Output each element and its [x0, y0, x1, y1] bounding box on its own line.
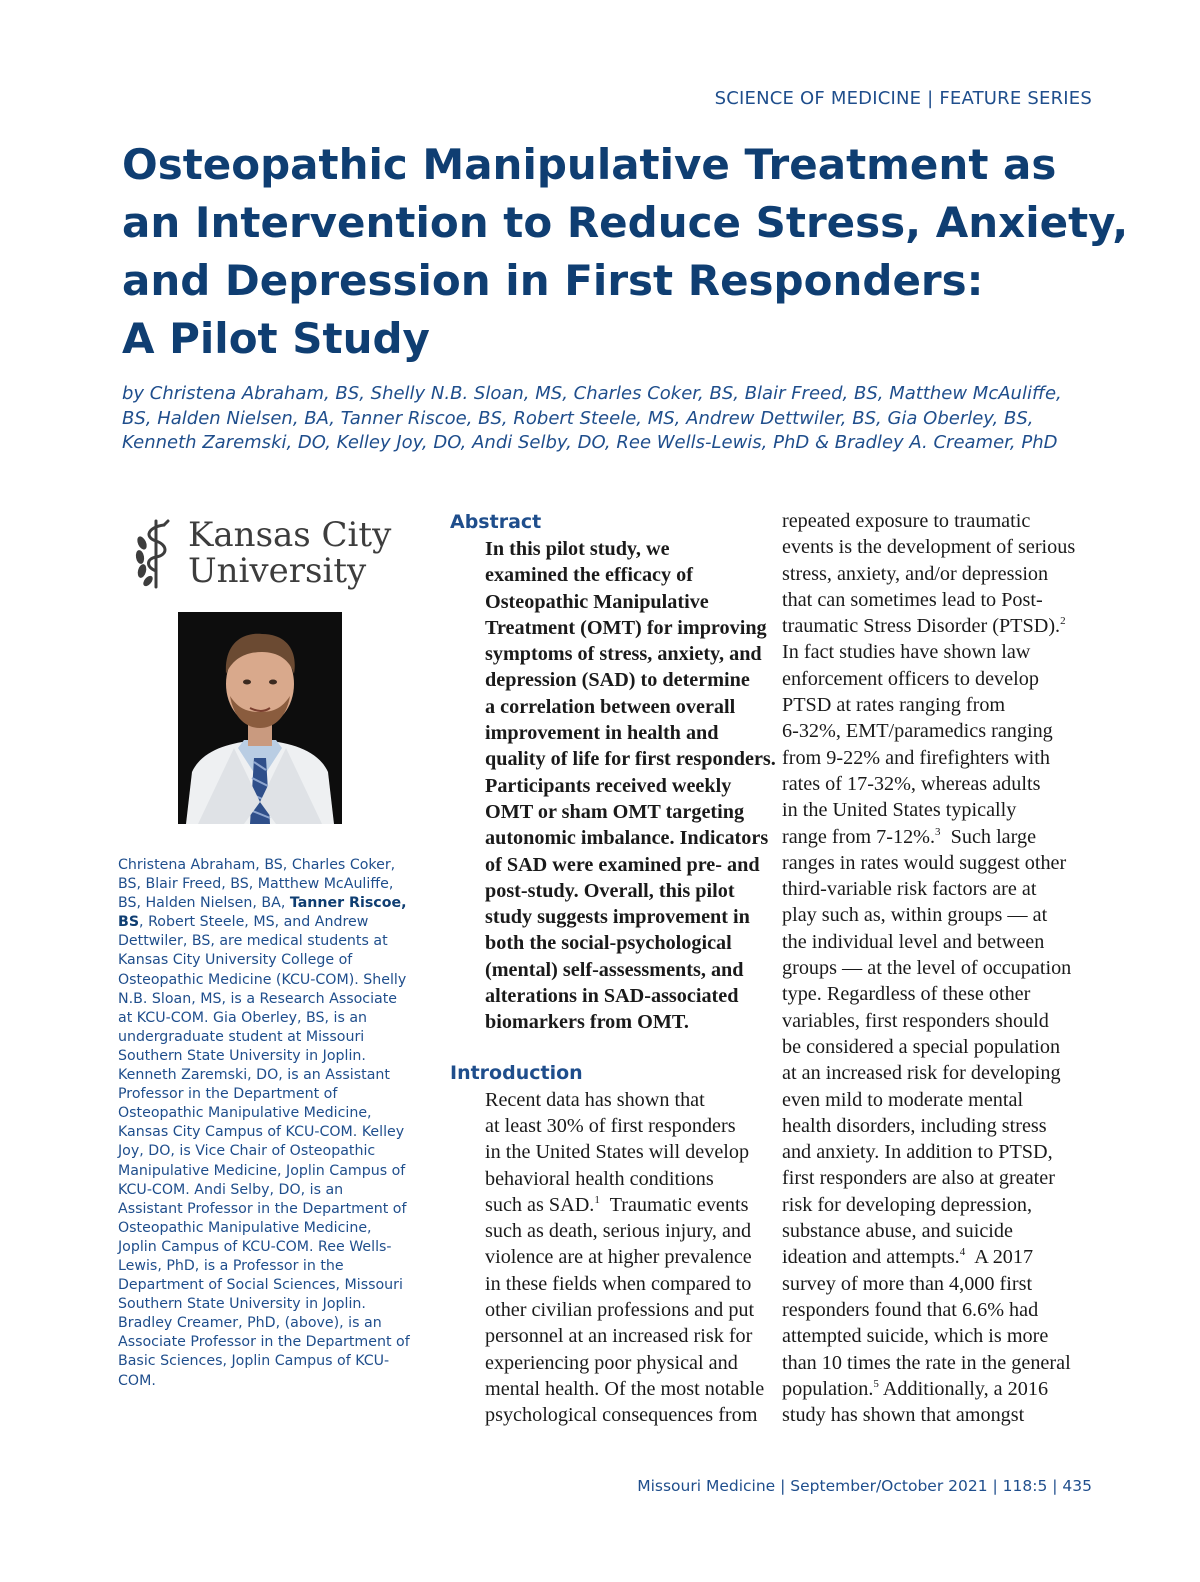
page-footer: Missouri Medicine | September/October 2021 | 118:5 | 435: [637, 1477, 1092, 1495]
text-line: (mental) self-assessments, and: [485, 958, 744, 981]
text-line: Participants received weekly: [485, 774, 732, 797]
text-line: and anxiety. In addition to PTSD,: [782, 1141, 1053, 1164]
text-line: attempted suicide, which is more: [782, 1325, 1049, 1348]
text-line: [782, 1244, 1088, 1270]
text-line: improvement in health and: [485, 722, 719, 745]
author-byline: by Christena Abraham, BS, Shelly N.B. Sloan, MS, Charles Coker, BS, Blair Freed, BS, Matthew McAuliffe, BS, Halden Nielsen, BA, Tanner Riscoe, BS, Robert Steele, MS, Andrew Dettwiler, BS, Gia Oberley, BS, Kenneth Zaremski, DO, Kelley Joy, DO, Andi Selby, DO, Ree Wells-Lewis, PhD & Bradley A. Creamer, PhD: [122, 383, 1062, 453]
text-line: depression (SAD) to determine: [485, 669, 750, 692]
bio-text: , Robert Steele, MS, and Andrew Dettwiler, BS, are medical students at Kansas City University College of Osteopathic Medicine (KCU-COM). Shelly N.B. Sloan, MS, is a Research Associate at KCU-COM. Gia Oberley, BS, is an undergraduate student at Missouri Southern State University in Joplin. Kenneth Zaremski, DO, is an Assistant Professor in the Department of Osteopathic Manipulative Medicine, Kansas City Campus of KCU-COM. Kelley Joy, DO, is Vice Chair of Osteopathic Manipulative Medicine, Joplin Campus of KCU-COM. Andi Selby, DO, is an Assistant Professor in the Department of Osteopathic Manipulative Medicine, Joplin Campus of KCU-COM. Ree Wells-Lewis, PhD, is a Professor in the Department of Social Sciences, Missouri Southern State University in Joplin. Bradley Creamer, PhD, (above), is an Associate Professor in the Department of Basic Sciences, Joplin Campus of KCU-COM.: [118, 914, 410, 1389]
text-line: at least 30% of first responders: [485, 1114, 736, 1137]
text-line: [782, 824, 1088, 850]
text-line: third-variable risk factors are at: [782, 878, 1037, 901]
text-line: Treatment (OMT) for improving: [485, 616, 767, 639]
text-fragment: population.: [782, 1377, 874, 1400]
text-line: substance abuse, and suicide: [782, 1220, 1013, 1243]
text-line: the individual level and between: [782, 930, 1045, 953]
text-line: [782, 1376, 1088, 1402]
text-line: both the social-psychological: [485, 932, 732, 955]
text-line: type. Regardless of these other: [782, 983, 1031, 1006]
text-line: alterations in SAD-associated: [485, 985, 739, 1008]
caduceus-icon: [134, 515, 178, 591]
text-line: repeated exposure to traumatic: [782, 510, 1031, 532]
text-fragment: such as SAD.: [485, 1193, 595, 1216]
feature-series-label: SCIENCE OF MEDICINE | FEATURE SERIES: [714, 88, 1092, 109]
text-fragment: ideation and attempts.: [782, 1246, 960, 1269]
text-line: examined the efficacy of: [485, 564, 693, 587]
text-line: at an increased risk for developing: [782, 1062, 1061, 1085]
text-fragment: Such large: [950, 825, 1037, 848]
text-line: rates of 17-32%, whereas adults: [782, 772, 1041, 795]
text-line: mental health. Of the most notable: [485, 1377, 765, 1400]
text-line: study suggests improvement in: [485, 906, 750, 929]
logo-line: Kansas City: [188, 515, 392, 555]
text-line: OMT or sham OMT targeting: [485, 800, 745, 823]
title-line: and Depression in First Responders:: [122, 256, 984, 305]
text-fragment: Additionally, a 2016: [882, 1377, 1049, 1400]
text-line: study has shown that amongst: [782, 1404, 1025, 1427]
text-fragment: Traumatic events: [609, 1193, 749, 1216]
introduction-heading: Introduction: [450, 1061, 583, 1084]
text-line: a correlation between overall: [485, 695, 736, 718]
text-line: violence are at higher prevalence: [485, 1246, 752, 1269]
text-line: groups — at the level of occupation: [782, 957, 1072, 980]
citation-ref[interactable]: 5: [873, 1377, 879, 1390]
citation-ref[interactable]: 2: [1060, 615, 1066, 628]
text-line: [450, 1192, 756, 1218]
text-line: other civilian professions and put: [485, 1299, 755, 1322]
text-line: first responders are also at greater: [782, 1167, 1055, 1190]
text-line: even mild to moderate mental: [782, 1088, 1024, 1111]
text-line: responders found that 6.6% had: [782, 1298, 1039, 1321]
text-line: in these fields when compared to: [485, 1272, 752, 1295]
abstract-heading: Abstract: [450, 511, 542, 533]
title-line: Osteopathic Manipulative Treatment as: [122, 140, 1057, 189]
text-line: events is the development of serious: [782, 536, 1076, 559]
title-line: A Pilot Study: [122, 314, 430, 363]
logo-wordmark: [188, 517, 391, 589]
text-line: In fact studies have shown law: [782, 641, 1031, 664]
university-logo: [134, 512, 394, 594]
text-line: variables, first responders should: [782, 1009, 1049, 1032]
column-middle: [450, 508, 776, 1429]
text-line: Osteopathic Manipulative: [485, 590, 709, 613]
portrait-image: [178, 612, 342, 824]
text-line: [782, 613, 1088, 639]
text-line: play such as, within groups — at: [782, 904, 1048, 927]
text-line: that can sometimes lead to Post-: [782, 588, 1043, 611]
citation-ref[interactable]: 3: [935, 825, 941, 838]
text-fragment: traumatic Stress Disorder (PTSD).: [782, 615, 1061, 638]
title-line: an Intervention to Reduce Stress, Anxiety,: [122, 198, 1129, 247]
citation-ref[interactable]: 1: [594, 1193, 600, 1206]
bio-text: Christena Abraham, BS, Charles Coker, BS, Blair Freed, BS, Matthew McAuliffe, BS, Halden Nielsen, BA,: [118, 857, 396, 912]
citation-ref[interactable]: 4: [959, 1246, 966, 1259]
bio-highlight-author: Tanner Riscoe, BS: [118, 895, 407, 931]
introduction-continued-text: [782, 508, 1088, 1428]
text-line: survey of more than 4,000 first: [782, 1272, 1033, 1295]
logo-line: University: [188, 551, 367, 591]
text-line: Recent data has shown that: [485, 1088, 705, 1111]
text-fragment: A 2017: [974, 1246, 1034, 1269]
text-line: 6-32%, EMT/paramedics ranging: [782, 720, 1053, 743]
text-line: in the United States will develop: [485, 1141, 750, 1164]
text-line: biomarkers from OMT.: [485, 1011, 689, 1034]
abstract-text: [450, 536, 776, 1036]
text-line: enforcement officers to develop: [782, 667, 1039, 690]
text-line: post-study. Overall, this pilot: [485, 879, 735, 902]
text-line: such as death, serious injury, and: [485, 1220, 752, 1243]
text-line: experiencing poor physical and: [485, 1351, 738, 1374]
text-line: personnel at an increased risk for: [485, 1325, 753, 1348]
text-line: in the United States typically: [782, 799, 1017, 822]
text-line: from 9-22% and firefighters with: [782, 746, 1050, 769]
author-bio: [118, 856, 410, 1391]
author-photo: [178, 612, 342, 824]
text-line: symptoms of stress, anxiety, and: [485, 643, 762, 666]
text-line: ranges in rates would suggest other: [782, 851, 1067, 874]
text-line: psychological consequences from: [485, 1404, 758, 1427]
text-line: behavioral health conditions: [485, 1167, 714, 1190]
article-title: [122, 136, 1129, 368]
text-fragment: range from 7-12%.: [782, 825, 936, 848]
text-line: autonomic imbalance. Indicators: [485, 827, 769, 850]
text-line: than 10 times the rate in the general: [782, 1351, 1071, 1374]
text-line: risk for developing depression,: [782, 1193, 1033, 1216]
text-line: quality of life for first responders.: [485, 748, 776, 771]
text-line: health disorders, including stress: [782, 1114, 1047, 1137]
text-line: stress, anxiety, and/or depression: [782, 562, 1049, 585]
column-right: [782, 508, 1088, 1428]
introduction-text: [450, 1087, 765, 1429]
text-line: be considered a special population: [782, 1035, 1061, 1058]
text-line: of SAD were examined pre- and: [485, 853, 760, 876]
text-line: In this pilot study, we: [485, 538, 670, 560]
text-line: PTSD at rates ranging from: [782, 694, 1006, 717]
